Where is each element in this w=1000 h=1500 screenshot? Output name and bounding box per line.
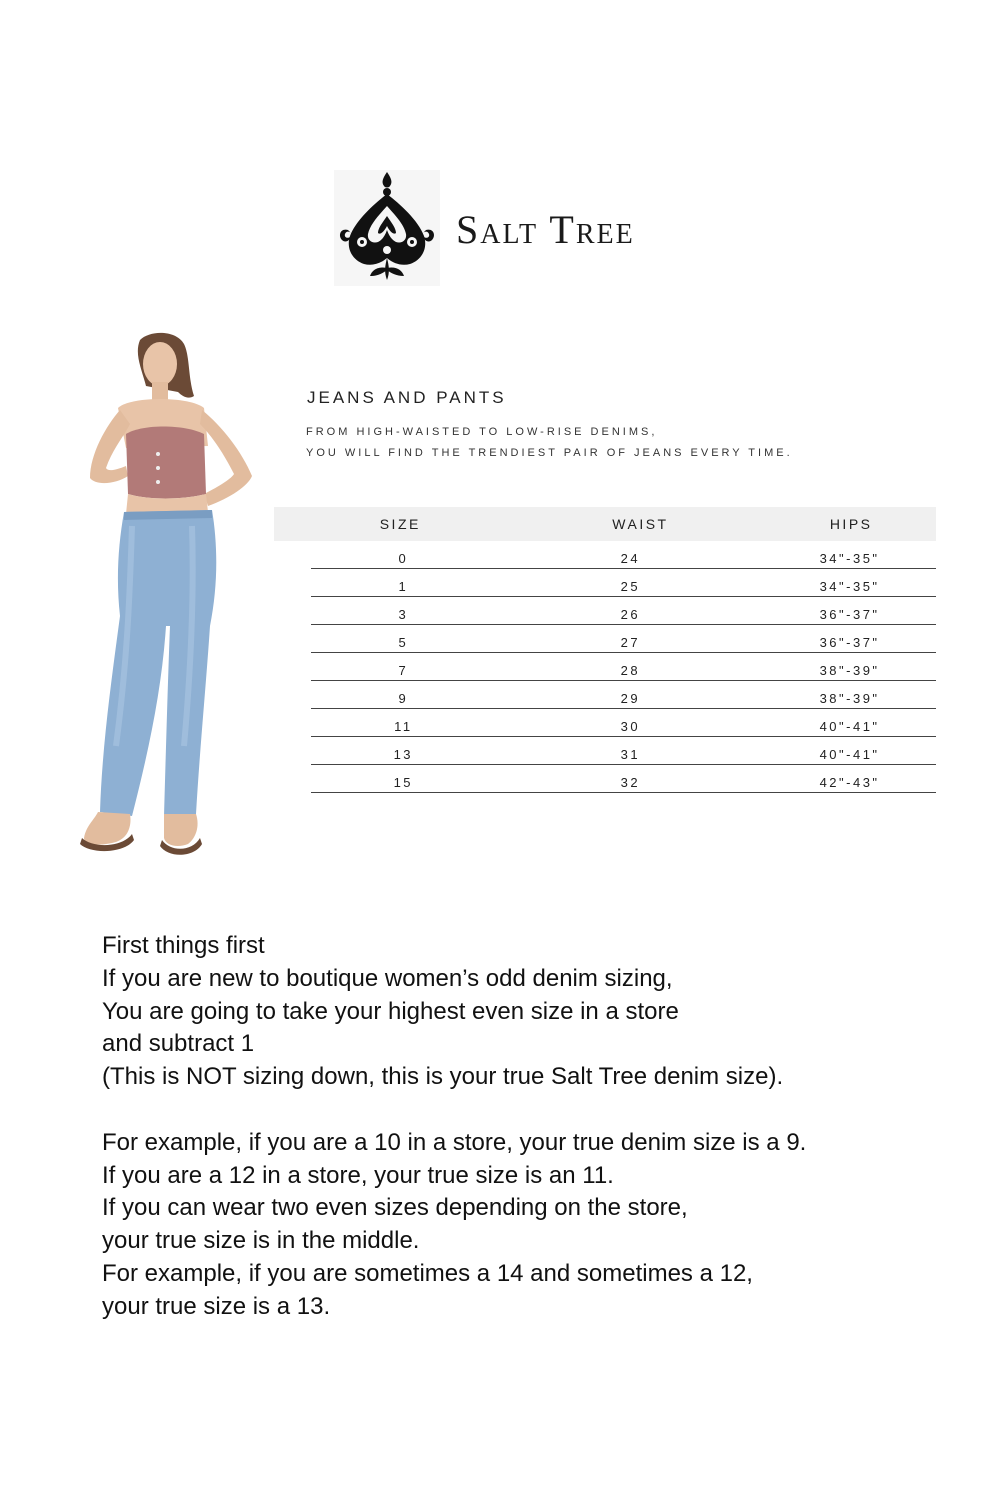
table-row (311, 765, 936, 793)
brand-name: Salt Tree (456, 207, 635, 252)
cell-hips: 36"-37" (819, 635, 880, 650)
cell-waist: 30 (620, 719, 641, 734)
cell-size: 9 (398, 691, 409, 706)
table-row (311, 653, 936, 681)
table-row (311, 569, 936, 597)
instruction-line: If you are a 12 in a store, your true size is an 11. (102, 1161, 614, 1189)
table-row (311, 597, 936, 625)
table-row (311, 737, 936, 765)
cell-waist: 25 (620, 579, 641, 594)
cell-hips: 42"-43" (819, 775, 880, 790)
cell-waist: 29 (620, 691, 641, 706)
sizing-instructions (102, 930, 806, 1324)
table-row (311, 709, 936, 737)
section-title: JEANS AND PANTS (307, 388, 507, 407)
cell-size: 5 (398, 635, 409, 650)
section-description (306, 422, 793, 464)
cell-hips: 34"-35" (819, 551, 880, 566)
instruction-line: your true size is a 13. (102, 1292, 331, 1320)
cell-size: 13 (393, 747, 414, 762)
section-description-line: FROM HIGH-WAISTED TO LOW-RISE DENIMS, (306, 426, 658, 438)
instruction-line: For example, if you are a 10 in a store, your true denim size is a 9. (102, 1128, 807, 1156)
cell-size: 3 (398, 607, 409, 622)
cell-waist: 27 (620, 635, 641, 650)
cell-size: 7 (398, 663, 409, 678)
header-waist: WAIST (612, 516, 669, 532)
table-row (311, 681, 936, 709)
model-photo (72, 326, 292, 871)
header-hips: HIPS (829, 516, 873, 532)
damask-ornament-icon (334, 170, 440, 286)
cell-hips: 40"-41" (819, 747, 880, 762)
section-description-line: YOU WILL FIND THE TRENDIEST PAIR OF JEANS EVERY TIME. (306, 447, 793, 459)
cell-waist: 28 (620, 663, 641, 678)
cell-hips: 38"-39" (819, 663, 880, 678)
cell-size: 1 (398, 579, 409, 594)
logo (334, 170, 440, 286)
cell-waist: 32 (620, 775, 641, 790)
instruction-line: your true size is in the middle. (102, 1227, 420, 1255)
instruction-line: You are going to take your highest even size in a store (102, 997, 679, 1025)
cell-size: 11 (394, 719, 413, 734)
instruction-line: If you are new to boutique women’s odd denim sizing, (102, 964, 673, 992)
cell-waist: 31 (620, 747, 641, 762)
header-size: SIZE (379, 516, 421, 532)
cell-waist: 24 (620, 551, 641, 566)
cell-size: 0 (398, 551, 409, 566)
cell-hips: 36"-37" (819, 607, 880, 622)
cell-hips: 40"-41" (819, 719, 880, 734)
cell-hips: 34"-35" (819, 579, 880, 594)
instruction-line: First things first (102, 932, 265, 959)
table-row (311, 625, 936, 653)
size-chart-table (274, 507, 936, 793)
instruction-line: (This is NOT sizing down, this is your true Salt Tree denim size). (102, 1063, 784, 1091)
instruction-line: For example, if you are sometimes a 14 and sometimes a 12, (102, 1259, 753, 1287)
cell-size: 15 (393, 775, 414, 790)
table-header (274, 507, 936, 541)
paragraph-spacer (102, 1094, 806, 1127)
table-row (311, 541, 936, 569)
cell-hips: 38"-39" (819, 691, 880, 706)
instruction-line: If you can wear two even sizes depending on the store, (102, 1194, 688, 1222)
instruction-line: and subtract 1 (102, 1030, 255, 1058)
cell-waist: 26 (620, 607, 641, 622)
